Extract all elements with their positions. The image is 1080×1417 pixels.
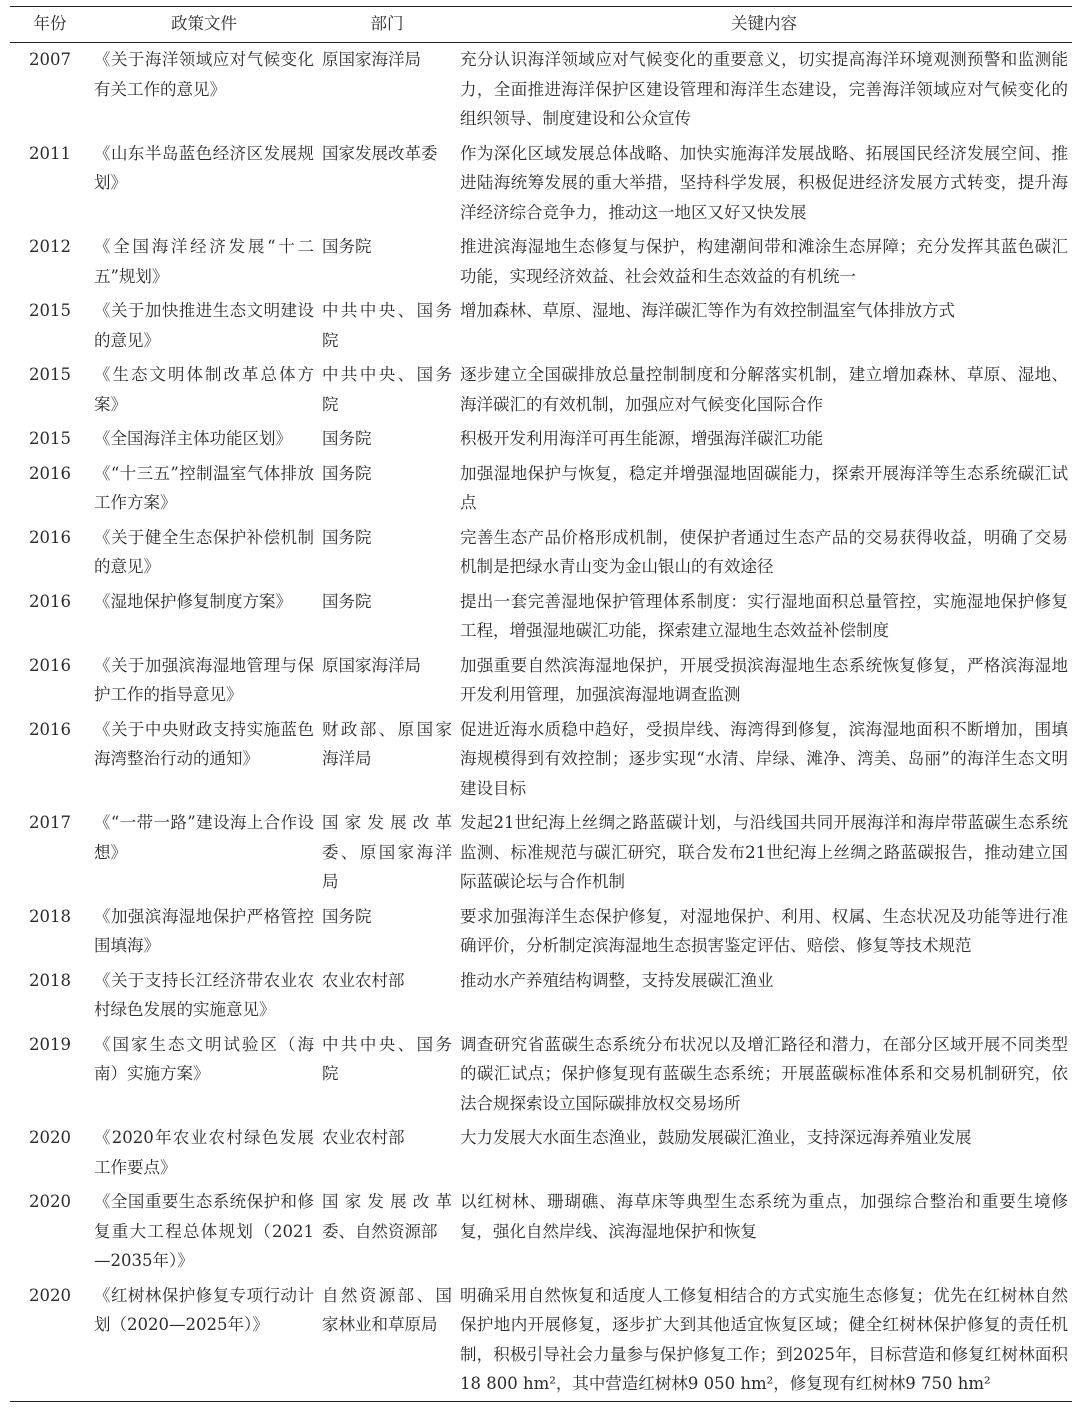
table-row (10, 43, 1072, 137)
document-cell: 《关于支持长江经济带农业农村绿色发展的实施意见》 (94, 970, 314, 1019)
department-cell: 中共中央、国务院 (322, 365, 452, 414)
table-row (10, 457, 1072, 521)
key-content-cell: 促进近海水质稳中趋好，受损岸线、海湾得到修复，滨海湿地面积不断增加，围填海规模得到有效控制；逐步实现“水清、岸绿、滩净、湾美、岛丽”的海洋生态文明建设目标 (460, 719, 1068, 798)
year-cell: 2020 (29, 1128, 71, 1147)
table-row (10, 900, 1072, 964)
key-content-cell: 推进滨海湿地生态修复与保护，构建潮间带和滩涂生态屏障；充分发挥其蓝色碳汇功能，实现经济效益、社会效益和生态效益的有机统一 (460, 237, 1068, 286)
key-content-cell: 明确采用自然恢复和适度人工修复相结合的方式实施生态修复；优先在红树林自然保护地内开展修复，逐步扩大到其他适宜恢复区域；健全红树林保护修复的责任机制，积极引导社会力量参与保护修复工作；到2025年，目标营造和修复红树林面积18 800 hm²，其中营造红树林9 050 hm²，修复现有红树林9 750 hm² (456, 1279, 1072, 1402)
year-cell: 2019 (29, 1034, 71, 1054)
table-row (10, 137, 1072, 231)
year-cell: 2012 (29, 237, 71, 256)
document-cell: 《2020年农业农村绿色发展工作要点》 (94, 1128, 314, 1177)
table-row (10, 1279, 1072, 1402)
table-row (10, 230, 1072, 294)
year-cell: 2016 (29, 527, 71, 547)
year-cell: 2015 (29, 301, 71, 320)
table-row (10, 1121, 1072, 1185)
department-cell: 农业农村部 (322, 1128, 405, 1147)
document-cell: 《关于健全生态保护补偿机制的意见》 (94, 527, 314, 576)
header-year: 年份 (10, 7, 90, 43)
table-row (10, 964, 1072, 1028)
key-content-cell: 逐步建立全国碳排放总量控制制度和分解落实机制，建立增加森林、草原、湿地、海洋碳汇的有效机制，加强应对气候变化国际合作 (460, 365, 1068, 414)
department-cell: 原国家海洋局 (322, 655, 421, 675)
department-cell: 国务院 (322, 463, 372, 483)
document-cell: 《加强滨海湿地保护严格管控围填海》 (94, 906, 314, 955)
department-cell: 原国家海洋局 (322, 50, 421, 69)
year-cell: 2018 (29, 906, 71, 926)
year-cell: 2015 (29, 429, 71, 448)
document-cell: 《红树林保护修复专项行动计划（2020—2025年）》 (90, 1279, 318, 1402)
table-row (10, 1028, 1072, 1122)
year-cell: 2018 (29, 970, 71, 990)
key-content-cell: 充分认识海洋领域应对气候变化的重要意义，切实提高海洋环境观测预警和监测能力，全面推进海洋保护区建设管理和海洋生态建设，完善海洋领域应对气候变化的组织领导、制度建设和公众宣传 (460, 50, 1068, 128)
document-cell: 《关于海洋领域应对气候变化有关工作的意见》 (94, 50, 314, 99)
table-row (10, 358, 1072, 422)
department-cell: 国家发展改革委、自然资源部 (322, 1192, 452, 1241)
year-cell: 2016 (29, 463, 71, 483)
table-header (10, 7, 1072, 43)
header-key-content: 关键内容 (456, 7, 1072, 43)
department-cell: 中共中央、国务院 (322, 301, 452, 350)
key-content-cell: 调查研究省蓝碳生态系统分布状况以及增汇路径和潜力，在部分区域开展不同类型的碳汇试点；保护修复现有蓝碳生态系统；开展蓝碳标准体系和交易机制研究，依法合规探索设立国际碳排放权交易场所 (460, 1034, 1068, 1113)
document-cell: 《湿地保护修复制度方案》 (94, 591, 292, 611)
department-cell: 国务院 (322, 906, 372, 926)
policy-table (10, 6, 1072, 1402)
department-cell: 财政部、原国家海洋局 (322, 719, 452, 768)
document-cell: 《全国海洋经济发展“十二五”规划》 (94, 237, 314, 286)
document-cell: 《国家生态文明试验区（海南）实施方案》 (94, 1034, 314, 1083)
table-row (10, 294, 1072, 358)
table-row (10, 585, 1072, 649)
document-cell: 《“十三五”控制温室气体排放工作方案》 (94, 463, 314, 512)
key-content-cell: 推动水产养殖结构调整，支持发展碳汇渔业 (460, 970, 774, 990)
header-row (10, 7, 1072, 43)
header-department: 部门 (318, 7, 456, 43)
year-cell: 2016 (29, 719, 71, 739)
document-cell: 《关于加快推进生态文明建设的意见》 (94, 301, 314, 350)
header-document: 政策文件 (90, 7, 318, 43)
key-content-cell: 提出一套完善湿地保护管理体系制度：实行湿地面积总量管控，实施湿地保护修复工程，增强湿地碳汇功能，探索建立湿地生态效益补偿制度 (460, 591, 1068, 640)
key-content-cell: 积极开发利用海洋可再生能源，增强海洋碳汇功能 (460, 429, 823, 448)
key-content-cell: 加强湿地保护与恢复，稳定并增强湿地固碳能力，探索开展海洋等生态系统碳汇试点 (460, 463, 1068, 512)
table-row (10, 1185, 1072, 1279)
department-cell: 国家发展改革委、原国家海洋局 (322, 813, 452, 891)
document-cell: 《全国重要生态系统保护和修复重大工程总体规划（2021—2035年）》 (94, 1192, 314, 1270)
document-cell: 《生态文明体制改革总体方案》 (94, 365, 314, 414)
department-cell: 国务院 (322, 591, 372, 611)
year-cell: 2011 (29, 143, 71, 163)
document-cell: 《关于加强滨海湿地管理与保护工作的指导意见》 (94, 655, 314, 704)
table-row (10, 806, 1072, 900)
department-cell: 国务院 (322, 237, 372, 256)
table-row (10, 713, 1072, 807)
department-cell: 农业农村部 (322, 970, 405, 990)
document-cell: 《“一带一路”建设海上合作设想》 (94, 813, 314, 862)
department-cell: 中共中央、国务院 (322, 1034, 452, 1083)
document-cell: 《关于中央财政支持实施蓝色海湾整治行动的通知》 (94, 719, 314, 768)
key-content-cell: 完善生态产品价格形成机制，使保护者通过生态产品的交易获得收益，明确了交易机制是把绿水青山变为金山银山的有效途径 (460, 527, 1068, 576)
key-content-cell: 增加森林、草原、湿地、海洋碳汇等作为有效控制温室气体排放方式 (460, 301, 955, 320)
table-row (10, 649, 1072, 713)
year-cell: 2016 (29, 655, 71, 675)
year-cell: 2017 (29, 813, 71, 832)
key-content-cell: 要求加强海洋生态保护修复，对湿地保护、利用、权属、生态状况及功能等进行准确评价，分析制定滨海湿地生态损害鉴定评估、赔偿、修复等技术规范 (460, 906, 1068, 955)
key-content-cell: 加强重要自然滨海湿地保护，开展受损滨海湿地生态系统恢复修复，严格滨海湿地开发利用管理，加强滨海湿地调查监测 (460, 655, 1068, 704)
document-cell: 《全国海洋主体功能区划》 (94, 429, 292, 448)
department-cell: 国务院 (322, 429, 372, 448)
key-content-cell: 作为深化区域发展总体战略、加快实施海洋发展战略、拓展国民经济发展空间、推进陆海统筹发展的重大举措，坚持科学发展，积极促进经济发展方式转变，提升海洋经济综合竞争力，推动这一地区又好又快发展 (460, 143, 1068, 222)
document-cell: 《山东半岛蓝色经济区发展规划》 (94, 143, 314, 192)
key-content-cell: 发起21世纪海上丝绸之路蓝碳计划，与沿线国共同开展海洋和海岸带蓝碳生态系统监测、标准规范与碳汇研究，联合发布21世纪海上丝绸之路蓝碳报告，推动建立国际蓝碳论坛与合作机制 (460, 813, 1068, 891)
key-content-cell: 以红树林、珊瑚礁、海草床等典型生态系统为重点，加强综合整治和重要生境修复，强化自然岸线、滨海湿地保护和恢复 (460, 1192, 1068, 1241)
department-cell: 国家发展改革委 (322, 143, 438, 163)
year-cell: 2020 (10, 1279, 90, 1402)
department-cell: 自然资源部、国家林业和草原局 (318, 1279, 456, 1402)
year-cell: 2007 (29, 50, 71, 69)
year-cell: 2015 (29, 365, 71, 384)
table-body (10, 43, 1072, 1402)
department-cell: 国务院 (322, 527, 372, 547)
table-row (10, 422, 1072, 457)
year-cell: 2020 (29, 1192, 71, 1211)
table-row (10, 521, 1072, 585)
year-cell: 2016 (29, 591, 71, 611)
key-content-cell: 大力发展大水面生态渔业，鼓励发展碳汇渔业，支持深远海养殖业发展 (460, 1128, 972, 1147)
